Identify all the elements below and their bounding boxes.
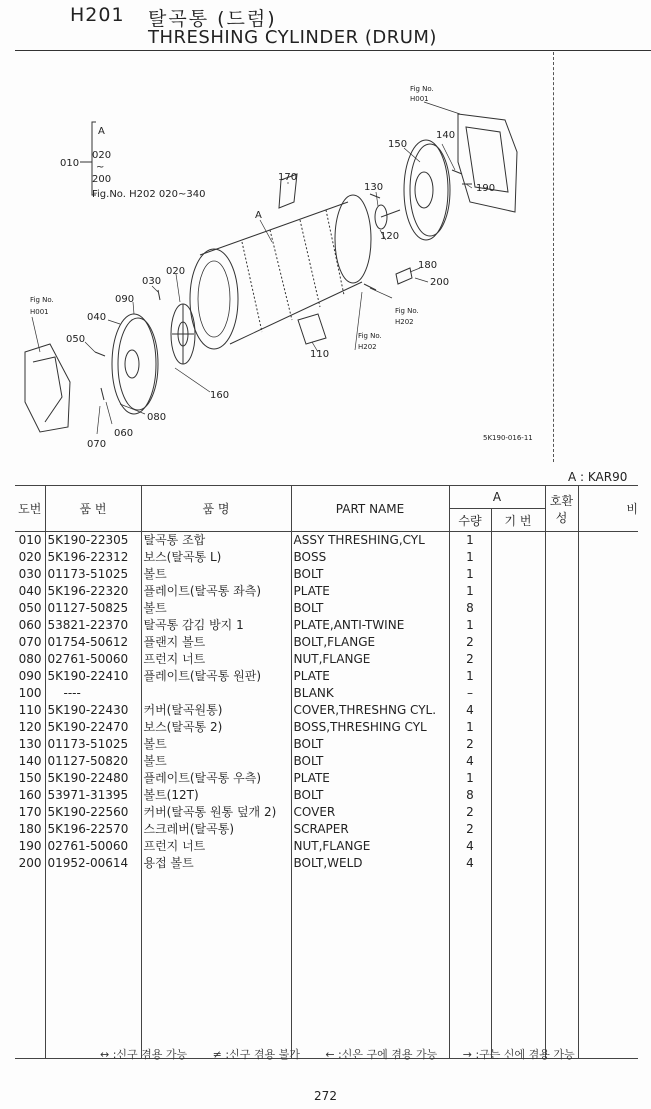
- row-std: [491, 838, 545, 855]
- fig-ref-label-low: Fig No.: [358, 332, 382, 340]
- table-row: [15, 651, 638, 668]
- row-part-no: 01127-50820: [45, 753, 141, 770]
- row-part-name: BOLT,WELD: [291, 855, 449, 872]
- table-row: [15, 838, 638, 855]
- row-ref: 150: [18, 771, 42, 785]
- row-name-ko: 볼트: [141, 736, 291, 753]
- table-row: [15, 549, 638, 566]
- row-ref: 080: [18, 652, 42, 666]
- interchangeability-legend: [100, 1046, 597, 1062]
- row-ref: 130: [18, 737, 42, 751]
- row-interch: [545, 583, 578, 600]
- table-row: [15, 685, 638, 702]
- table-row: [15, 617, 638, 634]
- table-row: [15, 753, 638, 770]
- row-ref: 120: [18, 720, 42, 734]
- drum-cylinder: [190, 195, 371, 349]
- row-std: [491, 719, 545, 736]
- row-remark: [578, 532, 638, 550]
- row-qty: 1: [449, 532, 491, 550]
- row-ref: 020: [18, 550, 42, 564]
- fig-ref-h001-left: H001: [30, 308, 49, 316]
- row-name-ko: 커버(탈곡원통): [141, 702, 291, 719]
- row-part-name: COVER: [291, 804, 449, 821]
- row-std: [491, 736, 545, 753]
- row-std: [491, 804, 545, 821]
- legend-item: → :구는 신에 겸용 가능: [462, 1048, 575, 1061]
- callout-080: 080: [147, 412, 167, 423]
- fig-ref-h202-mid: H202: [395, 318, 414, 326]
- fig-ref-label-left: Fig No.: [30, 296, 54, 304]
- callout-160: 160: [210, 390, 230, 401]
- fig-ref-h202-low: H202: [358, 343, 377, 351]
- row-qty: 1: [449, 566, 491, 583]
- row-name-ko: 플레이트(탈곡통 좌측): [141, 583, 291, 600]
- row-std: [491, 685, 545, 702]
- blank-cell: [578, 872, 638, 1052]
- col-header-remark: 비: [578, 486, 638, 532]
- row-part-name: BOLT: [291, 566, 449, 583]
- row-name-ko: 볼트: [141, 600, 291, 617]
- row-part-no: 5K190-22470: [45, 719, 141, 736]
- row-interch: [545, 804, 578, 821]
- table-row: [15, 736, 638, 753]
- row-part-name: BOLT: [291, 787, 449, 804]
- callout-A: A: [255, 210, 262, 221]
- row-part-no: 53971-31395: [45, 787, 141, 804]
- page-code: H201: [70, 4, 125, 26]
- group-line-4: 200: [92, 174, 112, 185]
- row-remark: [578, 787, 638, 804]
- row-interch: [545, 634, 578, 651]
- row-part-no: 5K190-22410: [45, 668, 141, 685]
- blank-cell: [15, 1052, 45, 1059]
- table-row: [15, 634, 638, 651]
- row-part-name: NUT,FLANGE: [291, 651, 449, 668]
- row-name-ko: 보스(탈곡통 2): [141, 719, 291, 736]
- row-qty: 1: [449, 770, 491, 787]
- row-part-name: NUT,FLANGE: [291, 838, 449, 855]
- row-part-name: PLATE: [291, 583, 449, 600]
- group-line-1: A: [98, 126, 105, 137]
- callout-190: 190: [476, 183, 496, 194]
- fig-ref-label-right: Fig No.: [410, 85, 434, 93]
- row-name-ko: 탈곡통 조합: [141, 532, 291, 550]
- model-mask-label: A : KAR90: [568, 470, 628, 484]
- row-remark: [578, 617, 638, 634]
- row-std: [491, 617, 545, 634]
- row-interch: [545, 651, 578, 668]
- row-interch: [545, 719, 578, 736]
- callout-110: 110: [310, 349, 330, 360]
- row-part-name: BOSS: [291, 549, 449, 566]
- row-remark: [578, 855, 638, 872]
- table-row: [15, 583, 638, 600]
- table-row: [15, 804, 638, 821]
- row-part-no: 5K190-22480: [45, 770, 141, 787]
- row-part-no: 02761-50060: [45, 838, 141, 855]
- row-remark: [578, 838, 638, 855]
- row-part-no: 01173-51025: [45, 566, 141, 583]
- row-remark: [578, 804, 638, 821]
- row-remark: [578, 668, 638, 685]
- row-remark: [578, 600, 638, 617]
- table-row: [15, 821, 638, 838]
- row-qty: 2: [449, 804, 491, 821]
- row-qty: 8: [449, 787, 491, 804]
- row-interch: [545, 600, 578, 617]
- row-std: [491, 855, 545, 872]
- row-interch: [545, 736, 578, 753]
- row-remark: [578, 736, 638, 753]
- row-part-name: ASSY THRESHING,CYL: [291, 532, 449, 550]
- row-remark: [578, 583, 638, 600]
- table-row: [15, 702, 638, 719]
- group-line-3: ~: [96, 162, 105, 173]
- col-header-group: A: [449, 486, 545, 509]
- row-part-no: 5K196-22312: [45, 549, 141, 566]
- row-std: [491, 600, 545, 617]
- blank-cell: [15, 872, 45, 1052]
- row-name-ko: 탈곡통 감김 방지 1: [141, 617, 291, 634]
- row-qty: 2: [449, 651, 491, 668]
- callout-200: 200: [430, 277, 450, 288]
- table-row: [15, 566, 638, 583]
- row-part-name: SCRAPER: [291, 821, 449, 838]
- row-qty: 1: [449, 549, 491, 566]
- callout-030: 030: [142, 276, 162, 287]
- col-header-part-name: PART NAME: [291, 486, 449, 532]
- parts-table-body: [15, 532, 638, 1059]
- row-name-ko: 보스(탈곡통 L): [141, 549, 291, 566]
- right-plate: [404, 140, 450, 240]
- row-name-ko: 프런지 너트: [141, 838, 291, 855]
- row-ref: 060: [18, 618, 42, 632]
- row-interch: [545, 668, 578, 685]
- row-qty: 1: [449, 719, 491, 736]
- col-header-ref: 도번: [15, 486, 45, 532]
- row-part-name: COVER,THRESHNG CYL.: [291, 702, 449, 719]
- callout-040: 040: [87, 312, 107, 323]
- row-name-ko: 볼트(12T): [141, 787, 291, 804]
- boss-disc: [171, 304, 195, 364]
- row-std: [491, 787, 545, 804]
- blank-cell: [449, 872, 491, 1052]
- row-remark: [578, 821, 638, 838]
- table-row: [15, 770, 638, 787]
- row-ref: 140: [18, 754, 42, 768]
- callout-070: 070: [87, 439, 107, 450]
- row-qty: 1: [449, 583, 491, 600]
- row-std: [491, 532, 545, 550]
- callout-020: 020: [166, 266, 186, 277]
- row-std: [491, 702, 545, 719]
- row-ref: 040: [18, 584, 42, 598]
- drawing-code: 5K190-016-11: [483, 434, 533, 442]
- fig-ref-h001-right: H001: [410, 95, 429, 103]
- row-part-no: 5K190-22305: [45, 532, 141, 550]
- row-ref: 090: [18, 669, 42, 683]
- row-std: [491, 770, 545, 787]
- row-std: [491, 583, 545, 600]
- row-name-ko: 프런지 너트: [141, 651, 291, 668]
- row-part-name: BOLT: [291, 600, 449, 617]
- col-header-qty: 수량: [449, 509, 491, 532]
- row-ref: 100: [18, 686, 42, 700]
- row-part-name: PLATE,ANTI-TWINE: [291, 617, 449, 634]
- row-remark: [578, 753, 638, 770]
- row-part-name: PLATE: [291, 668, 449, 685]
- row-part-name: PLATE: [291, 770, 449, 787]
- row-ref: 110: [18, 703, 42, 717]
- row-remark: [578, 702, 638, 719]
- row-remark: [578, 634, 638, 651]
- blank-cell: [491, 872, 545, 1052]
- left-frame-bracket: [25, 344, 70, 432]
- callout-130: 130: [364, 182, 384, 193]
- row-ref: 030: [18, 567, 42, 581]
- col-header-std: 기 번: [491, 509, 545, 532]
- row-name-ko: 플랜지 볼트: [141, 634, 291, 651]
- legend-item: ← :신은 구에 겸용 가능: [325, 1048, 438, 1061]
- row-part-name: BLANK: [291, 685, 449, 702]
- fig-ref-label-mid: Fig No.: [395, 307, 419, 315]
- legend-item: ↔ :신구 겸용 가능: [100, 1048, 188, 1061]
- scraper-180: [396, 268, 412, 284]
- row-interch: [545, 787, 578, 804]
- table-row: [15, 600, 638, 617]
- row-qty: 4: [449, 855, 491, 872]
- page-number: 272: [314, 1089, 337, 1103]
- boss-right: [375, 205, 400, 229]
- row-part-name: BOLT: [291, 736, 449, 753]
- callout-090: 090: [115, 294, 135, 305]
- row-std: [491, 651, 545, 668]
- row-interch: [545, 838, 578, 855]
- page-title-korean: 탈곡통 (드럼): [148, 8, 277, 30]
- row-name-ko: [141, 685, 291, 702]
- row-std: [491, 668, 545, 685]
- table-blank-area: [15, 872, 638, 1052]
- row-interch: [545, 549, 578, 566]
- parts-table: [15, 485, 638, 1059]
- cover-110: [298, 314, 326, 344]
- row-part-no: 02761-50060: [45, 651, 141, 668]
- row-ref: 180: [18, 822, 42, 836]
- row-part-no: 5K190-22560: [45, 804, 141, 821]
- row-std: [491, 753, 545, 770]
- row-std: [491, 634, 545, 651]
- blank-cell: [291, 872, 449, 1052]
- row-qty: 2: [449, 736, 491, 753]
- callout-140: 140: [436, 130, 456, 141]
- table-row: [15, 532, 638, 550]
- right-frame-bracket: [458, 114, 517, 212]
- row-remark: [578, 770, 638, 787]
- row-interch: [545, 753, 578, 770]
- row-qty: 2: [449, 821, 491, 838]
- row-ref: 160: [18, 788, 42, 802]
- row-qty: 4: [449, 838, 491, 855]
- row-remark: [578, 549, 638, 566]
- row-ref: 010: [18, 533, 42, 547]
- row-remark: [578, 685, 638, 702]
- callout-120: 120: [380, 231, 400, 242]
- row-part-name: BOLT: [291, 753, 449, 770]
- row-qty: 1: [449, 668, 491, 685]
- row-part-name: BOLT,FLANGE: [291, 634, 449, 651]
- row-part-no: 5K196-22570: [45, 821, 141, 838]
- table-row: [15, 787, 638, 804]
- table-row: [15, 855, 638, 872]
- row-remark: [578, 719, 638, 736]
- col-header-interchangeability: 호환성: [545, 486, 578, 532]
- row-remark: [578, 566, 638, 583]
- blank-cell: [45, 872, 141, 1052]
- row-interch: [545, 566, 578, 583]
- row-name-ko: 커버(탈곡통 원통 덮개 2): [141, 804, 291, 821]
- row-qty: 8: [449, 600, 491, 617]
- callout-180: 180: [418, 260, 438, 271]
- row-interch: [545, 770, 578, 787]
- row-interch: [545, 855, 578, 872]
- row-part-no: 53821-22370: [45, 617, 141, 634]
- legend-item: ≠ :신구 겸용 불가: [212, 1048, 300, 1061]
- row-part-no: 01173-51025: [45, 736, 141, 753]
- header-divider: [15, 50, 651, 51]
- row-part-no: 01754-50612: [45, 634, 141, 651]
- row-qty: 4: [449, 702, 491, 719]
- row-std: [491, 821, 545, 838]
- row-part-name: BOSS,THRESHING CYL: [291, 719, 449, 736]
- col-header-name-ko: 품 명: [141, 486, 291, 532]
- row-part-no: 01952-00614: [45, 855, 141, 872]
- table-row: [15, 719, 638, 736]
- row-name-ko: 볼트: [141, 566, 291, 583]
- row-interch: [545, 821, 578, 838]
- row-qty: –: [449, 685, 491, 702]
- row-ref: 050: [18, 601, 42, 615]
- row-name-ko: 플레이트(탈곡통 우측): [141, 770, 291, 787]
- row-part-no: ----: [45, 685, 141, 702]
- row-name-ko: 볼트: [141, 753, 291, 770]
- row-interch: [545, 702, 578, 719]
- blank-cell: [545, 872, 578, 1052]
- row-qty: 2: [449, 634, 491, 651]
- row-qty: 1: [449, 617, 491, 634]
- left-plate: [112, 314, 158, 414]
- callout-060: 060: [114, 428, 134, 439]
- row-name-ko: 플레이트(탈곡통 원판): [141, 668, 291, 685]
- group-ref-label: 010: [60, 158, 80, 169]
- row-name-ko: 스크레버(탈곡통): [141, 821, 291, 838]
- table-row: [15, 668, 638, 685]
- row-part-no: 01127-50825: [45, 600, 141, 617]
- col-header-part-no: 품 번: [45, 486, 141, 532]
- row-ref: 170: [18, 805, 42, 819]
- row-part-no: 5K196-22320: [45, 583, 141, 600]
- group-line-2: 020: [92, 150, 112, 161]
- group-line-5: Fig.No. H202 020~340: [92, 189, 206, 200]
- row-qty: 4: [449, 753, 491, 770]
- callout-170: 170: [278, 172, 298, 183]
- row-ref: 190: [18, 839, 42, 853]
- row-std: [491, 566, 545, 583]
- callout-150: 150: [388, 139, 408, 150]
- row-name-ko: 용접 볼트: [141, 855, 291, 872]
- row-interch: [545, 532, 578, 550]
- row-interch: [545, 617, 578, 634]
- row-part-no: 5K190-22430: [45, 702, 141, 719]
- row-remark: [578, 651, 638, 668]
- row-interch: [545, 685, 578, 702]
- callout-050: 050: [66, 334, 86, 345]
- row-ref: 200: [18, 856, 42, 870]
- exploded-diagram: [0, 52, 651, 462]
- blank-cell: [141, 872, 291, 1052]
- row-std: [491, 549, 545, 566]
- page-title-english: THRESHING CYLINDER (DRUM): [148, 27, 437, 48]
- row-ref: 070: [18, 635, 42, 649]
